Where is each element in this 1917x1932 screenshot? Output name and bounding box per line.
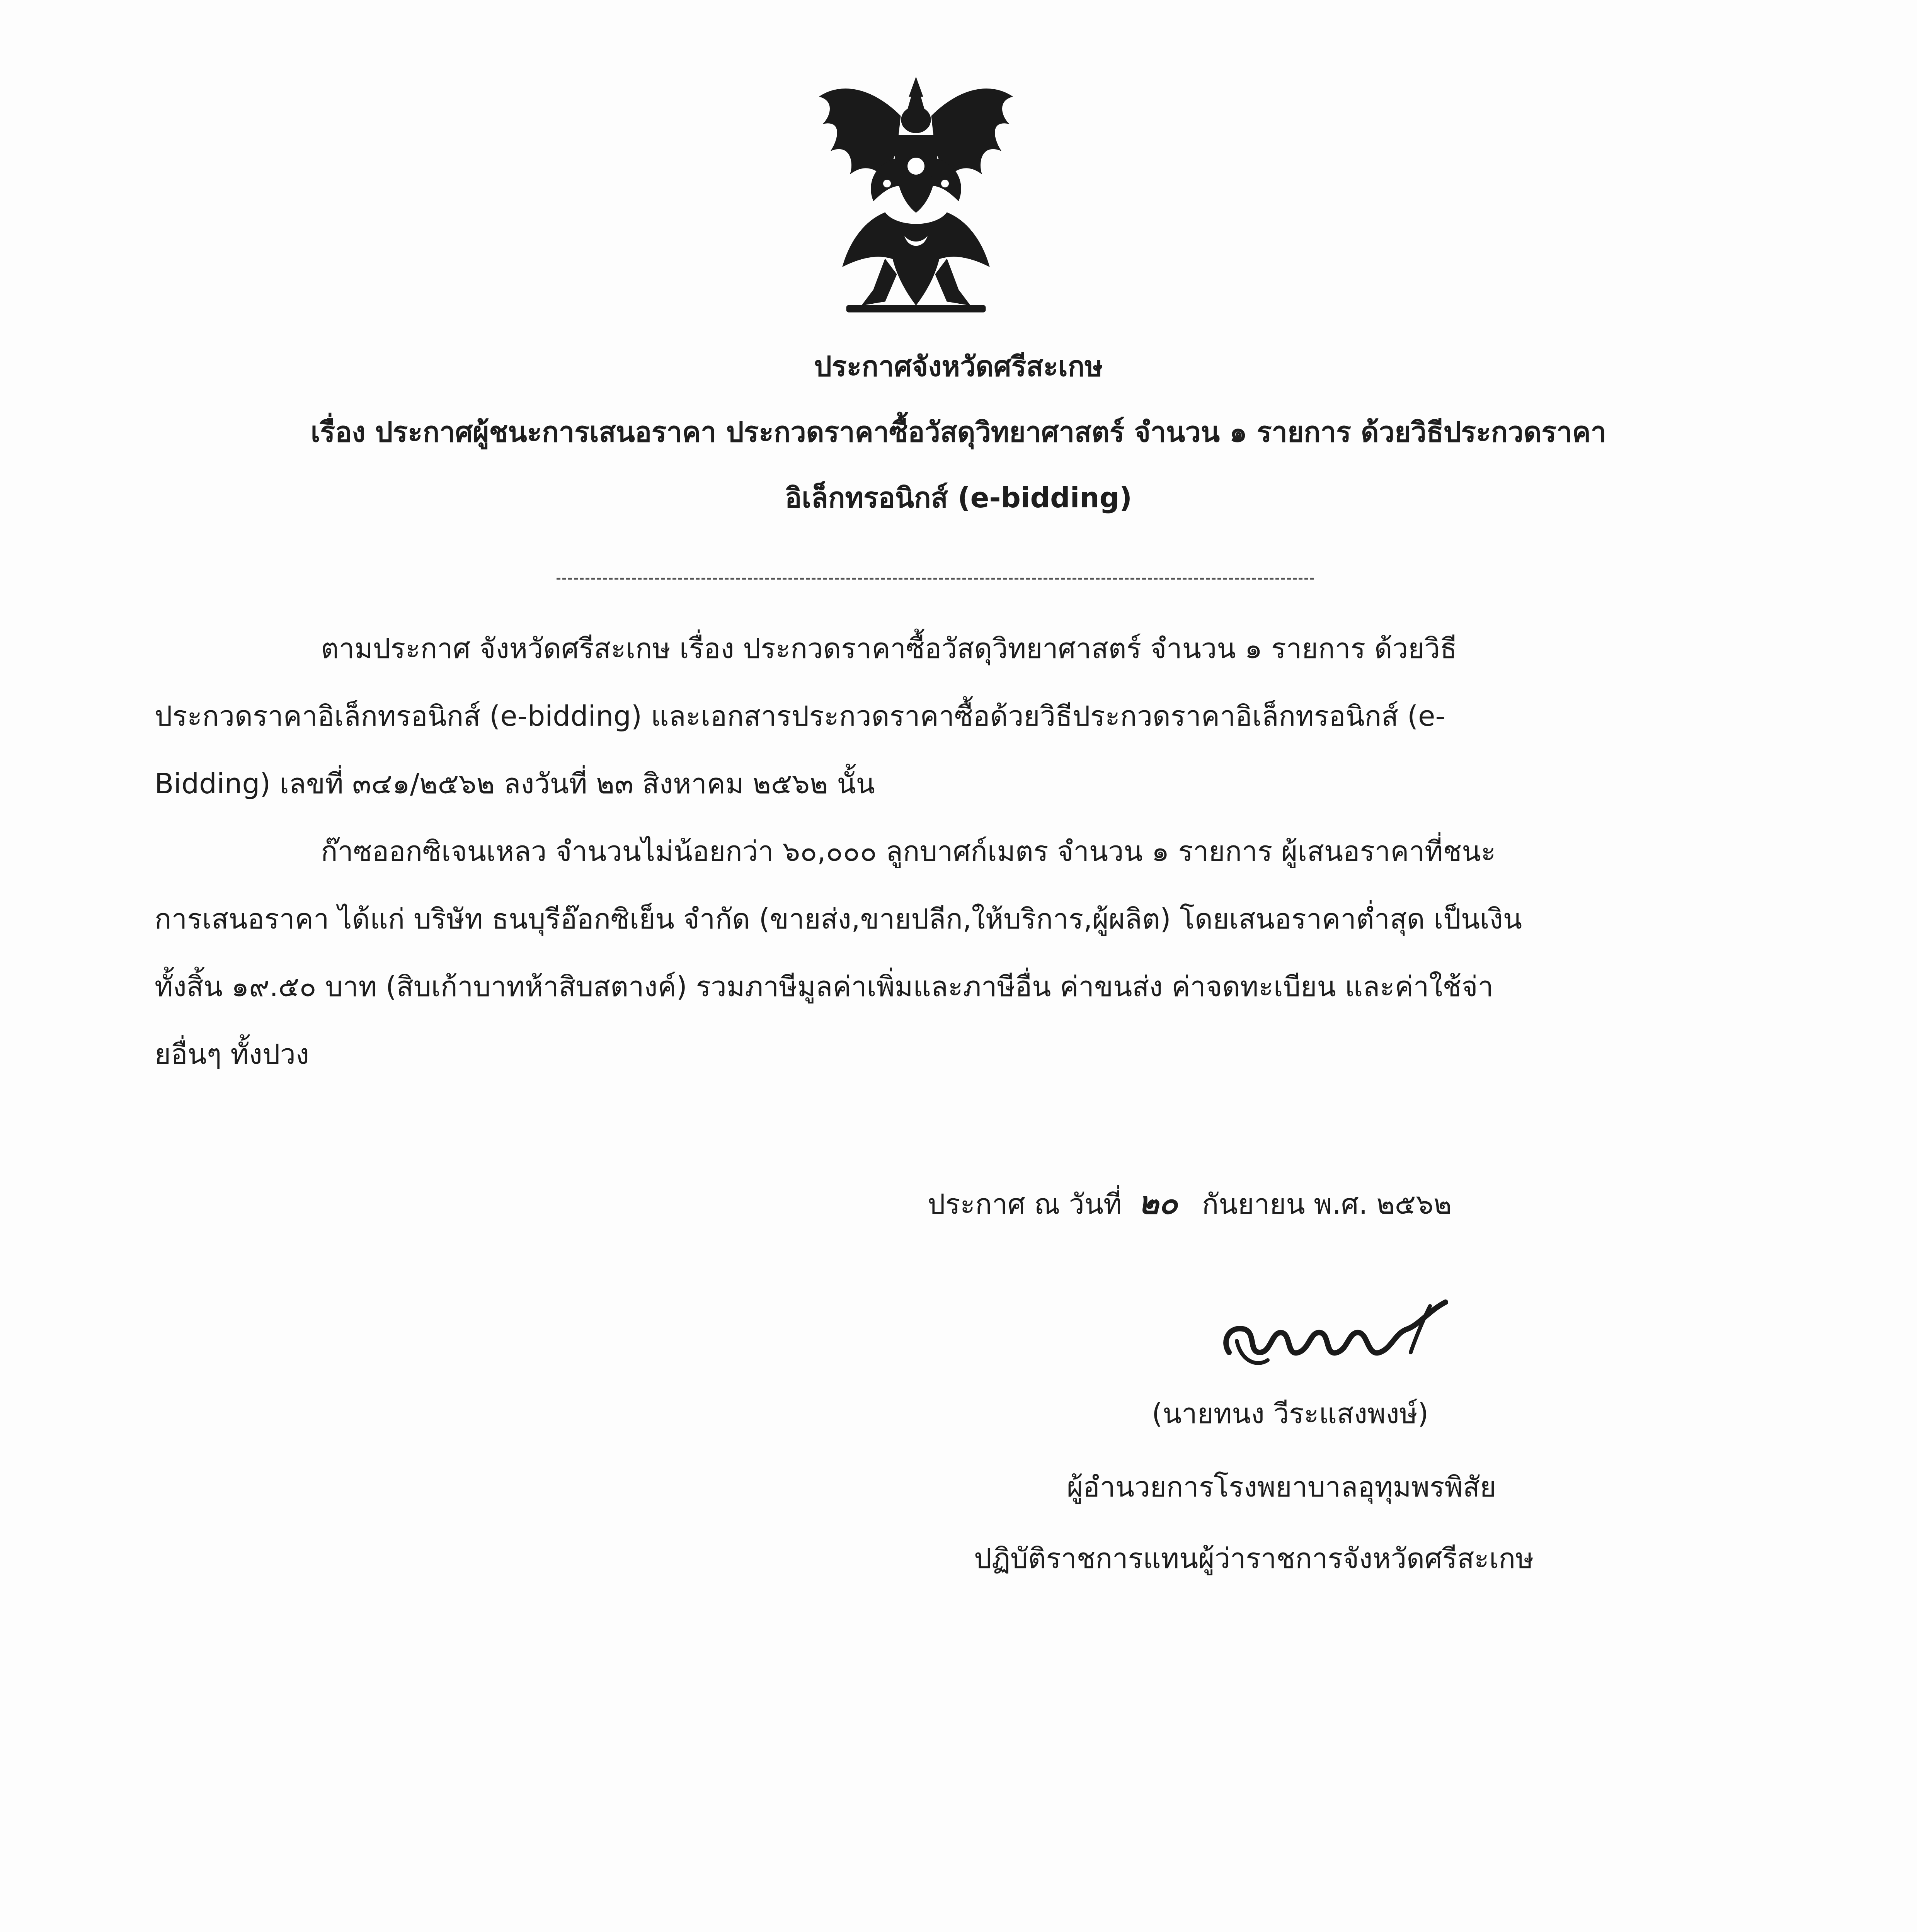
paragraph2-line1: ก๊าซออกซิเจนเหลว จำนวนไม่น้อยกว่า ๖๐,๐๐๐ ลูกบาศก์เมตร จำนวน ๑ รายการ ผู้เสนอราคาที่ชนะ	[321, 835, 1496, 867]
announcement-date	[928, 1184, 1452, 1221]
signatory-position: ผู้อำนวยการโรงพยาบาลอุทุมพรพิสัย	[1067, 1471, 1496, 1503]
announcement-month-year: กันยายน พ.ศ. ๒๕๖๒	[1202, 1188, 1452, 1220]
announcement-date-prefix: ประกาศ ณ วันที่	[928, 1188, 1122, 1220]
dashed-divider	[557, 578, 1314, 580]
garuda-emblem-icon	[808, 73, 1024, 321]
document-title: ประกาศจังหวัดศรีสะเกษ	[814, 350, 1103, 383]
signatory-acting-position: ปฏิบัติราชการแทนผู้ว่าราชการจังหวัดศรีสะเกษ	[974, 1542, 1534, 1575]
announcement-day-handwritten: ๒๐	[1138, 1185, 1178, 1221]
paragraph2-line3: ทั้งสิ้น ๑๙.๕๐ บาท (สิบเก้าบาทห้าสิบสตางค์) รวมภาษีมูลค่าเพิ่มและภาษีอื่น ค่าขนส่ง ค่าจดทะเบียน และค่าใช้จ่า	[155, 970, 1493, 1003]
paragraph2-line2: การเสนอราคา ได้แก่ บริษัท ธนบุรีอ๊อกซิเย็น จำกัด (ขายส่ง,ขายปลีก,ให้บริการ,ผู้ผลิต) โดยเสนอราคาต่ำสุด เป็นเงิน	[155, 903, 1522, 935]
paragraph1-line2: ประกวดราคาอิเล็กทรอนิกส์ (e-bidding) และเอกสารประกวดราคาซื้อด้วยวิธีประกวดราคาอิเล็กทรอนิกส์ (e-	[155, 700, 1445, 732]
paragraph1-line1: ตามประกาศ จังหวัดศรีสะเกษ เรื่อง ประกวดราคาซื้อวัสดุวิทยาศาสตร์ จำนวน ๑ รายการ ด้วยวิธี	[321, 632, 1457, 665]
document-subject-line1: เรื่อง ประกาศผู้ชนะการเสนอราคา ประกวดราคาซื้อวัสดุวิทยาศาสตร์ จำนวน ๑ รายการ ด้วยวิธีประกวดราคา	[310, 416, 1607, 448]
paragraph2-line4: ยอื่นๆ ทั้งปวง	[155, 1038, 310, 1070]
handwritten-signature	[1214, 1294, 1461, 1383]
paragraph1-line3: Bidding) เลขที่ ๓๔๑/๒๕๖๒ ลงวันที่ ๒๓ สิงหาคม ๒๕๖๒ นั้น	[155, 767, 875, 800]
signatory-name: (นายทนง วีระแสงพงษ์)	[1152, 1397, 1429, 1430]
document-subject-line2: อิเล็กทรอนิกส์ (e-bidding)	[785, 481, 1132, 514]
